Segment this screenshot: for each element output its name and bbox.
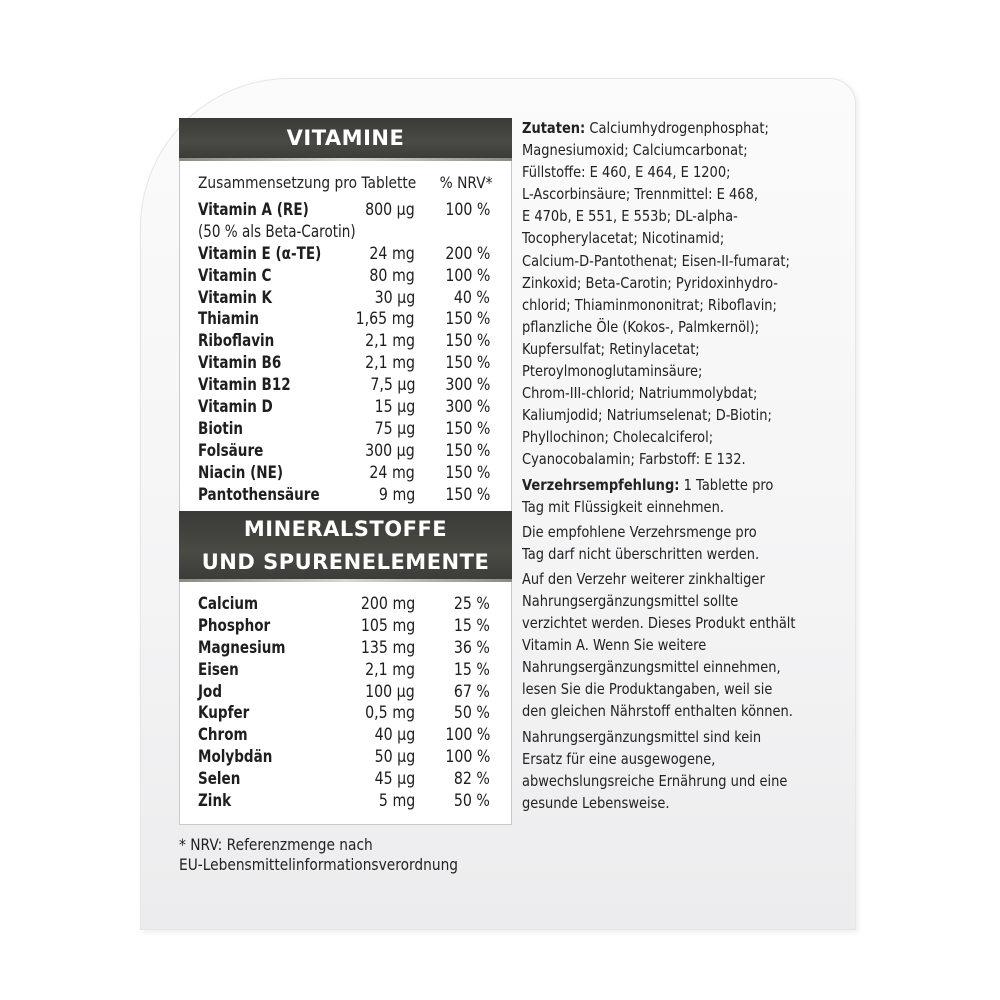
zutaten-line: Zinkoxid; Beta-Carotin; Pyridoxinhydro-: [522, 273, 779, 292]
nutrient-amount: 24 mg: [369, 243, 415, 263]
nutrient-name: Vitamin K: [198, 287, 273, 307]
table-row: [198, 659, 498, 681]
warning-zinc-line: verzichtet werden. Dieses Produkt enthält: [522, 614, 796, 633]
nutrient-amount: 7,5 µg: [369, 375, 415, 395]
nutrient-name: Selen: [198, 769, 241, 789]
warning-diet-line: abwechslungsreiche Ernährung und eine: [522, 771, 788, 790]
table-row: [198, 418, 498, 440]
verzehr-line: Verzehrsempfehlung: 1 Tablette pro: [522, 475, 774, 494]
zutaten-line: Pteroylmonoglutaminsäure;: [522, 362, 703, 381]
nutrient-nrv: 100 %: [444, 265, 490, 285]
nutrient-name: Chrom: [198, 725, 248, 745]
warning-dosage-line: Tag darf nicht überschritten werden.: [522, 544, 760, 563]
nutrient-name: Vitamin A (RE): [198, 200, 309, 219]
nutrient-name: Vitamin E (α-TE): [198, 243, 322, 263]
zutaten-line: Phyllochinon; Cholecalciferol;: [522, 428, 714, 447]
nutrient-amount: 300 µg: [365, 440, 415, 460]
zutaten-line: L-Ascorbinsäure; Trennmittel: E 468,: [522, 185, 759, 204]
nutrient-nrv: 15 %: [453, 615, 490, 635]
table-row: [198, 702, 498, 724]
warning-diet-line: Nahrungsergänzungsmittel sind kein: [522, 727, 762, 746]
nutrient-nrv: 25 %: [453, 594, 490, 613]
nutrient-nrv: 150 %: [444, 331, 490, 351]
nutrient-nrv: 50 %: [453, 791, 490, 811]
nutrient-nrv: 82 %: [453, 769, 490, 789]
table-row: [198, 308, 498, 330]
mineral-rows: [198, 593, 498, 812]
nutrient-name: Biotin: [198, 418, 243, 438]
paragraph-gap: [522, 814, 842, 817]
footnote-line2: EU-Lebensmittelinformationsverordnung: [179, 855, 459, 874]
nutrient-nrv: 100 %: [444, 747, 490, 767]
zutaten-line: Zutaten: Calciumhydrogenphosphat;: [522, 119, 769, 137]
nutrient-nrv: 150 %: [444, 484, 490, 504]
mineral-title-line1: MINERALSTOFFE: [243, 517, 448, 541]
nutrient-nrv: 100 %: [444, 200, 490, 219]
nutrient-amount: 2,1 mg: [365, 331, 415, 351]
table-row: [198, 374, 498, 396]
footnote: [179, 835, 509, 875]
warning-diet-line: Ersatz für eine ausgewogene,: [522, 749, 716, 768]
table-row: [198, 462, 498, 484]
zutaten-line: Chrom-III-chlorid; Natriummolybdat;: [522, 384, 758, 403]
nutrient-name: Kupfer: [198, 703, 250, 723]
warning-zinc-line: Nahrungsergänzungsmittel einnehmen,: [522, 658, 781, 677]
nrv-column-header: % NRV*: [439, 173, 493, 192]
table-row: [198, 484, 498, 506]
nutrient-name: Phosphor: [198, 615, 271, 635]
table-row: [198, 790, 498, 812]
nutrient-amount: 2,1 mg: [365, 353, 415, 373]
zutaten-line: Calcium-D-Pantothenat; Eisen-II-fumarat;: [522, 251, 790, 270]
vitamin-rows: [198, 199, 498, 505]
table-row: [198, 724, 498, 746]
vitamine-header: [179, 118, 512, 158]
nutrient-nrv: 40 %: [453, 287, 490, 307]
column-headers: [198, 173, 493, 192]
zutaten-line: Cyanocobalamin; Farbstoff: E 132.: [522, 450, 746, 469]
nutrient-nrv: 36 %: [453, 637, 490, 657]
nutrient-nrv: 100 %: [444, 725, 490, 745]
nutrient-amount: 135 mg: [360, 637, 415, 657]
nutrient-nrv: 150 %: [444, 418, 490, 438]
warning-dosage-line: Die empfohlene Verzehrsmenge pro: [522, 522, 757, 541]
table-row: [198, 396, 498, 418]
table-row: [198, 265, 498, 287]
nutrient-nrv: 150 %: [444, 309, 490, 329]
table-row: [198, 199, 498, 221]
nutrient-name: Molybdän: [198, 747, 273, 767]
nutrient-nrv: 300 %: [444, 397, 490, 417]
zutaten-line: Kaliumjodid; Natriumselenat; D-Biotin;: [522, 406, 772, 425]
nutrient-amount: 80 mg: [369, 265, 415, 285]
verzehr-label: Verzehrsempfehlung:: [522, 475, 680, 494]
warning-zinc-line: Auf den Verzehr weiterer zinkhaltiger: [522, 569, 765, 588]
table-row: [198, 681, 498, 703]
nutrient-nrv: 300 %: [444, 375, 490, 395]
warning-zinc-line: lesen Sie die Produktangaben, weil sie: [522, 680, 773, 699]
nutrient-amount: 15 µg: [374, 397, 415, 417]
zutaten-line: Tocopherylacetat; Nicotinamid;: [522, 229, 725, 248]
mineral-title-line2: UND SPURENELEMENTE: [201, 550, 490, 574]
nutrient-amount: 800 µg: [365, 200, 415, 219]
nutrient-nrv: 150 %: [444, 440, 490, 460]
nutrient-amount: 75 µg: [374, 418, 415, 438]
nutrient-nrv: 150 %: [444, 462, 490, 482]
nutrient-name: Riboflavin: [198, 331, 275, 351]
nutrient-amount: 40 µg: [374, 725, 415, 745]
composition-column-header: Zusammensetzung pro Tablette: [198, 173, 417, 192]
zutaten-line: Magnesiumoxid; Calciumcarbonat;: [522, 141, 748, 160]
nutrient-name: Calcium: [198, 594, 259, 613]
zutaten-line: Kupfersulfat; Retinylacetat;: [522, 339, 700, 358]
nutrient-amount: 105 mg: [360, 615, 415, 635]
nutrient-amount: 100 µg: [365, 681, 415, 701]
table-row: [198, 768, 498, 790]
zutaten-line: pflanzliche Öle (Kokos-, Palmkernöl);: [522, 317, 760, 336]
zutaten-line: chlorid; Thiaminmononitrat; Riboflavin;: [522, 295, 777, 314]
nutrient-name: Vitamin C: [198, 265, 272, 285]
nutrient-amount: 30 µg: [374, 287, 415, 307]
nutrient-name: Folsäure: [198, 440, 264, 460]
nutrient-name: Niacin (NE): [198, 462, 284, 482]
nutrient-amount: 50 µg: [374, 747, 415, 767]
nutrient-name: Magnesium: [198, 637, 286, 657]
warning-zinc-line: Vitamin A. Wenn Sie weitere: [522, 636, 707, 655]
nutrient-name: Zink: [198, 791, 232, 811]
nutrient-name: Eisen: [198, 659, 239, 679]
nutrient-amount: 200 mg: [360, 594, 415, 613]
table-row: [198, 440, 498, 462]
nutrient-name: Vitamin D: [198, 397, 273, 417]
table-row: [198, 593, 498, 615]
nutrient-amount: 9 mg: [378, 484, 415, 504]
warning-zinc-line: Nahrungsergänzungsmittel sollte: [522, 591, 739, 610]
nutrient-amount: 5 mg: [378, 791, 415, 811]
nutrient-nrv: 150 %: [444, 353, 490, 373]
ingredients-text: [522, 117, 842, 817]
nutrient-nrv: 200 %: [444, 243, 490, 263]
nutrient-amount: 45 µg: [374, 769, 415, 789]
table-row: [198, 615, 498, 637]
nutrient-amount: 24 mg: [369, 462, 415, 482]
nutrient-name: Thiamin: [198, 309, 260, 329]
table-row: [198, 287, 498, 309]
zutaten-label: Zutaten:: [522, 119, 586, 137]
verzehr-line: Tag mit Flüssigkeit einnehmen.: [522, 497, 724, 516]
table-row: [198, 221, 498, 243]
mineral-header: [179, 511, 512, 579]
table-row: [198, 352, 498, 374]
nutrient-name: Pantothensäure: [198, 484, 320, 504]
table-row: [198, 243, 498, 265]
vitamine-title: VITAMINE: [286, 126, 405, 150]
nutrient-amount: 0,5 mg: [365, 703, 415, 723]
table-row: [198, 637, 498, 659]
nutrient-name: (50 % als Beta-Carotin): [198, 221, 356, 241]
footnote-line1: * NRV: Referenzmenge nach: [179, 835, 373, 854]
nutrient-name: Jod: [198, 681, 223, 701]
nutrient-name: Vitamin B12: [198, 375, 291, 395]
zutaten-line: E 470b, E 551, E 553b; DL-alpha-: [522, 207, 738, 226]
nutrient-name: Vitamin B6: [198, 353, 282, 373]
nutrient-amount: 2,1 mg: [365, 659, 415, 679]
zutaten-line: Füllstoffe: E 460, E 464, E 1200;: [522, 163, 731, 182]
nutrient-nrv: 15 %: [453, 659, 490, 679]
table-row: [198, 746, 498, 768]
warning-zinc-line: den gleichen Nährstoff enthalten können.: [522, 702, 793, 721]
nutrient-nrv: 67 %: [453, 681, 490, 701]
nutrient-nrv: 50 %: [453, 703, 490, 723]
warning-diet-line: gesunde Lebensweise.: [522, 793, 670, 812]
nutrient-amount: 1,65 mg: [356, 309, 415, 329]
table-row: [198, 330, 498, 352]
